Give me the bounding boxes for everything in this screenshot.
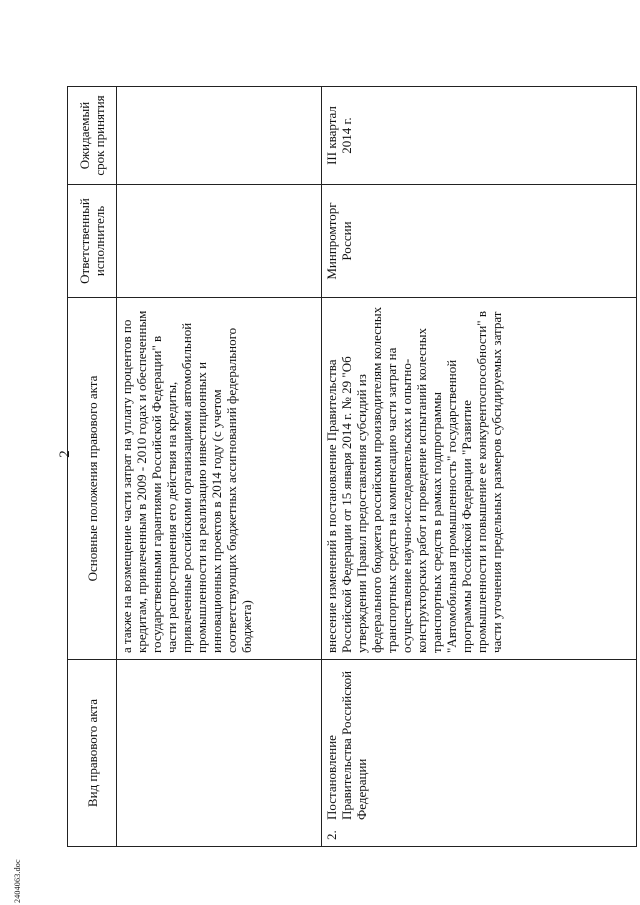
provisions-cell: а также на возмещение части затрат на уплату процентов по кредитам, привлеченным в 2009 - 2010 годах и обеспеченным государственными гарантиями Российской Федерации" в части распространения его действия на кредиты, привлеченные российскими организациями автомобильной промышленности на реализацию инвестиционных и инновационных проектов в 2014 году (с учетом соответствующих бюджетных ассигнований федерального бюджета) [117, 298, 322, 660]
executor-cell: Минпромторг России [322, 185, 637, 298]
header-responsible-executor: Ответственный исполнитель [68, 185, 117, 298]
document-code: 2404063.doc [13, 859, 22, 903]
legal-acts-table [67, 86, 637, 847]
table-header-row [68, 87, 117, 847]
page-number: 2 [57, 450, 73, 458]
header-expected-term: Ожидаемый срок принятия [68, 87, 117, 185]
row-number: 2. [324, 830, 339, 840]
executor-cell [117, 185, 322, 298]
act-type: Постановление Правительства Российской Федерации [324, 670, 369, 820]
header-main-provisions: Основные положения правового акта [68, 298, 117, 660]
act-type-cell [117, 660, 322, 847]
term-cell [117, 87, 322, 185]
provisions-cell: внесение изменений в постановление Правительства Российской Федерации от 15 января 2014 г. № 29 "Об утверждении Правил предоставления субсидий из федерального бюджета российским производителям колесных транспортных средств на компенсацию части затрат на осуществление научно-исследовательских и опытно-конструкторских работ и проведение испытаний колесных транспортных средств в рамках подпрограммы "Автомобильная промышленность" государственной программы Российской Федерации "Развитие промышленности и повышение ее конкурентоспособности" в части уточнения предельных размеров субсидируемых затрат [322, 298, 637, 660]
header-act-type: Вид правового акта [68, 660, 117, 847]
table-row [117, 87, 322, 847]
table-row [322, 87, 637, 847]
term-cell: III квартал 2014 г. [322, 87, 637, 185]
act-type-cell [322, 660, 637, 847]
